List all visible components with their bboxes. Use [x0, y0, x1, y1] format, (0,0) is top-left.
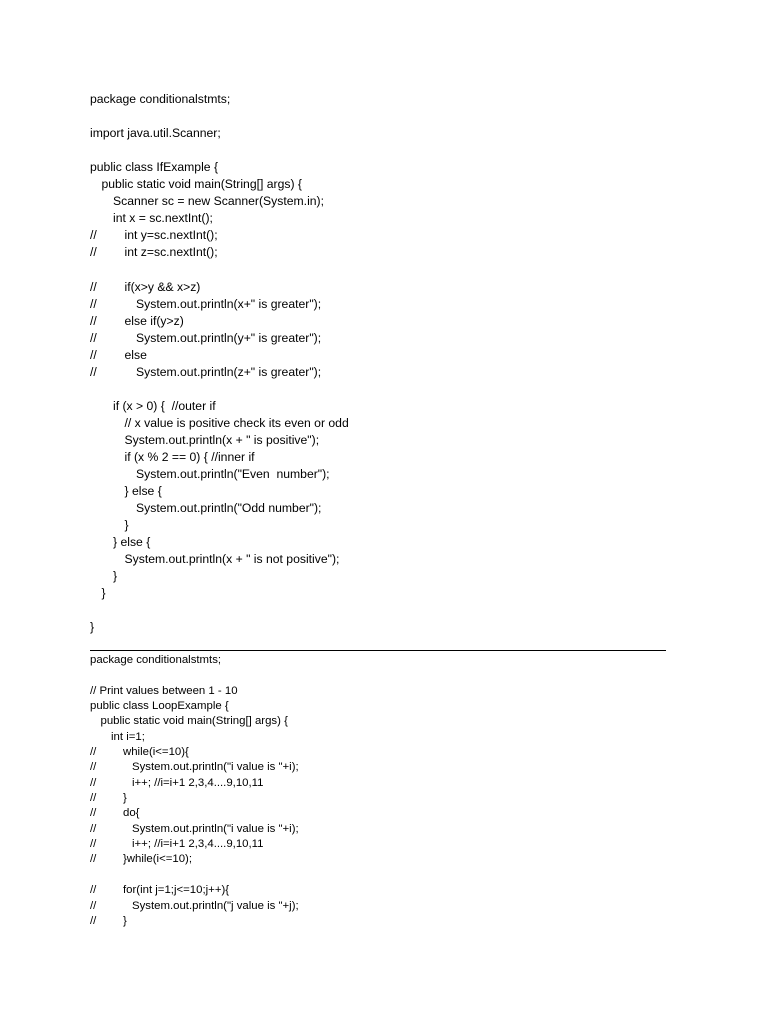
code-text: }while(i<=10); [123, 853, 193, 866]
if-example-code-block [90, 91, 690, 637]
code-text: else [124, 347, 147, 362]
code-text: } [113, 569, 118, 584]
comment-marker: // [90, 746, 97, 759]
comment-marker: // [90, 776, 97, 789]
comment-marker: // [90, 364, 97, 379]
section-divider [90, 650, 666, 651]
code-text: System.out.println(x + " is positive"); [124, 432, 320, 447]
code-line [90, 483, 690, 500]
code-line [90, 176, 690, 193]
code-line [90, 776, 690, 791]
code-line [90, 568, 690, 585]
code-line [90, 296, 690, 313]
code-line [90, 210, 690, 227]
code-line [90, 602, 690, 619]
code-text: } [123, 914, 127, 927]
code-text: int x = sc.nextInt(); [113, 211, 213, 226]
code-line [90, 684, 690, 699]
code-text: package conditionalstmts; [90, 654, 222, 666]
comment-marker: // [90, 228, 97, 243]
code-line [90, 837, 690, 852]
code-line [90, 806, 690, 821]
code-line [90, 534, 690, 551]
code-line [90, 653, 690, 668]
code-line [90, 279, 690, 296]
code-line [90, 244, 690, 261]
code-line [90, 914, 690, 929]
code-text: System.out.println(x + " is not positive"); [124, 552, 340, 567]
code-text: } [124, 518, 129, 533]
code-text: i++; //i=i+1 2,3,4....9,10,11 [132, 838, 264, 851]
code-line [90, 883, 690, 898]
code-line [90, 142, 690, 159]
code-text: } else { [113, 535, 151, 550]
code-line [90, 619, 690, 636]
code-line [90, 415, 690, 432]
code-text: int y=sc.nextInt(); [124, 228, 218, 243]
code-text: System.out.println(z+" is greater"); [136, 364, 322, 379]
code-text: int i=1; [111, 730, 145, 743]
comment-marker: // [90, 330, 97, 345]
comment-marker: // [90, 914, 97, 927]
code-text: import java.util.Scanner; [90, 126, 221, 141]
code-text: do{ [123, 807, 140, 820]
code-text: package conditionalstmts; [90, 92, 231, 106]
code-text: public static void main(String[] args) { [100, 715, 288, 728]
code-line [90, 822, 690, 837]
code-text: // x value is positive check its even or odd [124, 415, 349, 430]
code-text: } [123, 792, 127, 805]
code-line [90, 193, 690, 210]
code-line [90, 699, 690, 714]
code-line [90, 227, 690, 244]
code-text: public class LoopExample { [90, 700, 229, 713]
code-line [90, 364, 690, 381]
code-text: if(x>y && x>z) [124, 279, 201, 294]
code-text: } else { [124, 484, 162, 499]
code-line [90, 347, 690, 364]
code-line [90, 313, 690, 330]
code-text: public static void main(String[] args) { [101, 177, 302, 192]
code-text: System.out.println("i value is "+i); [132, 822, 299, 835]
code-line [90, 791, 690, 806]
code-line [90, 500, 690, 517]
comment-marker: // [90, 838, 97, 851]
comment-marker: // [90, 313, 97, 328]
code-text: } [90, 620, 95, 635]
code-text: // Print values between 1 - 10 [90, 684, 238, 697]
code-line [90, 159, 690, 176]
code-line [90, 852, 690, 867]
code-line [90, 125, 690, 142]
code-line [90, 585, 690, 602]
code-line [90, 517, 690, 534]
comment-marker: // [90, 347, 97, 362]
comment-marker: // [90, 245, 97, 260]
code-line [90, 449, 690, 466]
code-text: System.out.println(y+" is greater"); [136, 330, 322, 345]
comment-marker: // [90, 807, 97, 820]
code-line [90, 466, 690, 483]
code-line [90, 745, 690, 760]
code-text: System.out.println("Odd number"); [136, 501, 322, 516]
code-text: System.out.println("j value is "+j); [132, 899, 299, 912]
comment-marker: // [90, 822, 97, 835]
comment-marker: // [90, 884, 97, 897]
code-text: if (x % 2 == 0) { //inner if [124, 449, 255, 464]
code-text: public class IfExample { [90, 160, 219, 175]
code-line [90, 760, 690, 775]
code-line [90, 91, 690, 108]
code-line [90, 330, 690, 347]
code-line [90, 261, 690, 278]
code-line [90, 381, 690, 398]
loop-example-code-block [90, 653, 690, 929]
code-text: } [101, 586, 106, 601]
code-line [90, 398, 690, 415]
code-text: for(int j=1;j<=10;j++){ [123, 884, 230, 897]
code-line [90, 551, 690, 568]
comment-marker: // [90, 296, 97, 311]
code-text: while(i<=10){ [123, 746, 189, 759]
comment-marker: // [90, 792, 97, 805]
comment-marker: // [90, 853, 97, 866]
code-text: int z=sc.nextInt(); [124, 245, 218, 260]
code-line [90, 108, 690, 125]
comment-marker: // [90, 761, 97, 774]
code-text: i++; //i=i+1 2,3,4....9,10,11 [132, 776, 264, 789]
code-text: System.out.println(x+" is greater"); [136, 296, 322, 311]
code-line [90, 899, 690, 914]
code-line [90, 432, 690, 449]
code-text: Scanner sc = new Scanner(System.in); [113, 194, 325, 209]
code-text: System.out.println("i value is "+i); [132, 761, 299, 774]
code-line [90, 730, 690, 745]
code-text: System.out.println("Even number"); [136, 467, 330, 482]
code-line [90, 868, 690, 883]
code-line [90, 668, 690, 683]
code-line [90, 714, 690, 729]
code-text: if (x > 0) { //outer if [113, 398, 216, 413]
comment-marker: // [90, 899, 97, 912]
code-text: else if(y>z) [124, 313, 184, 328]
comment-marker: // [90, 279, 97, 294]
